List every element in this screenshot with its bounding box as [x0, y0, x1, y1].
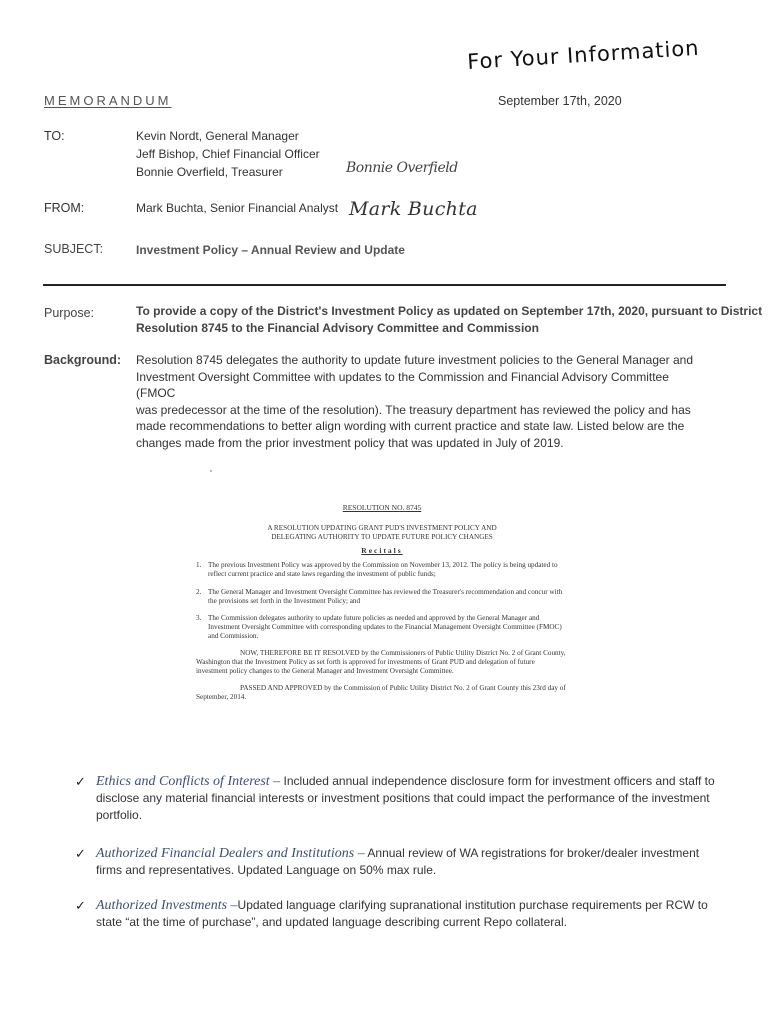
- recital-text: The Commission delegates authority to update future policies as needed and approved by the General Manager and Investment Oversight Committee with corresponding updates to the Financial Management Oversight Committee (FMOC) and Commission.: [208, 613, 562, 640]
- purpose-line: To provide a copy of the District's Investment Policy as updated on September 17th, 2020, pursuant to District: [136, 304, 763, 318]
- recital-text: The previous Investment Policy was approved by the Commission on November 13, 2012. The policy is being updated to reflect current practice and state laws regarding the investment of public funds;: [208, 561, 558, 579]
- recital-number: 2.: [196, 587, 202, 596]
- recital-number: 3.: [196, 613, 202, 622]
- background-line: Investment Oversight Committee with updates to the Commission and Financial Advisory Committee (FMOC: [136, 369, 669, 400]
- background-line: Resolution 8745 delegates the authority to update future investment policies to the General Manager and: [136, 353, 694, 367]
- scan-speck: [210, 470, 212, 472]
- recital-number: 1.: [196, 561, 202, 570]
- background-label: Background:: [44, 353, 122, 367]
- resolution-heading: A RESOLUTION UPDATING GRANT PUD'S INVESTMENT POLICY AND: [267, 524, 497, 533]
- checkmark-icon: ✓: [75, 846, 86, 861]
- subject-label: SUBJECT:: [44, 242, 104, 256]
- treasurer-signature: Bonnie Overfield: [346, 160, 458, 176]
- recital-item: [196, 561, 568, 579]
- author-signature: Mark Buchta: [349, 198, 478, 220]
- change-item: [75, 773, 715, 824]
- recipient-line: Jeff Bishop, Chief Financial Officer: [136, 147, 320, 161]
- change-item: [75, 845, 715, 879]
- to-label: TO:: [44, 129, 65, 143]
- checkmark-icon: ✓: [75, 774, 86, 789]
- to-recipients: [136, 127, 320, 181]
- background-line: made recommendations to better align wording with current practice and state law. Listed below are the: [136, 419, 685, 433]
- memo-date: September 17th, 2020: [498, 94, 622, 108]
- subject-value: Investment Policy – Annual Review and Update: [136, 243, 405, 257]
- change-text: Annual review of WA registrations for broker/dealer investment firms and representatives. Updated Language on 50% max rule.: [96, 846, 700, 877]
- background-line: changes made from the prior investment policy that was updated in July of 2019.: [136, 435, 564, 450]
- resolution-image: [196, 503, 568, 753]
- passed-paragraph: PASSED AND APPROVED by the Commission of Public Utility District No. 2 of Grant County this 23rd day of September, 2014.: [196, 684, 566, 702]
- change-text: Updated language clarifying supranational institution purchase requirements per RCW to state “at the time of purchase”, and updated language describing current Repo collateral.: [96, 898, 708, 929]
- memo-title: MEMORANDUM: [44, 93, 172, 108]
- purpose-label: Purpose:: [44, 306, 95, 320]
- checkmark-icon: ✓: [75, 898, 86, 913]
- change-heading: Ethics and Conflicts of Interest –: [96, 774, 281, 789]
- recipient-line: Kevin Nordt, General Manager: [136, 129, 299, 143]
- from-value: Mark Buchta, Senior Financial Analyst: [136, 201, 339, 215]
- recital-item: [196, 614, 568, 641]
- resolution-heading: DELEGATING AUTHORITY TO UPDATE FUTURE POLICY CHANGES: [271, 533, 493, 542]
- recital-text: The General Manager and Investment Oversight Committee has reviewed the Treasurer's recommendation and concur with the provisions set forth in the Investment Policy; and: [208, 587, 563, 605]
- resolved-paragraph: NOW, THEREFORE BE IT RESOLVED by the Commissioners of Public Utility District No. 2 of Grant County, Washington that the Investment Policy as set forth is approved for investments of Grant PUD and delegation of future investment policy changes to the General Manager and Investment Oversight Committee.: [196, 649, 566, 676]
- background-line: was predecessor at the time of the resolution). The treasury department has reviewed the policy and has: [136, 402, 691, 417]
- divider: [43, 284, 726, 286]
- change-item: [75, 897, 715, 931]
- change-text: Included annual independence disclosure form for investment officers and staff to disclose any material financial interests or investment positions that could impact the performance of the investment portfolio.: [96, 774, 715, 822]
- recital-item: [196, 588, 568, 606]
- resolution-number: RESOLUTION NO. 8745: [342, 503, 422, 512]
- from-label: FROM:: [44, 201, 85, 215]
- background-text: [136, 352, 706, 451]
- recitals-heading: Recitals: [361, 546, 403, 556]
- purpose-line: Resolution 8745 to the Financial Advisory Committee and Commission: [136, 321, 539, 335]
- change-heading: Authorized Financial Dealers and Institutions –: [96, 846, 365, 861]
- fyi-stamp: For Your Information: [466, 35, 701, 74]
- change-heading: Authorized Investments –: [96, 898, 238, 913]
- recipient-line: Bonnie Overfield, Treasurer: [136, 165, 283, 179]
- purpose-text: [136, 303, 762, 337]
